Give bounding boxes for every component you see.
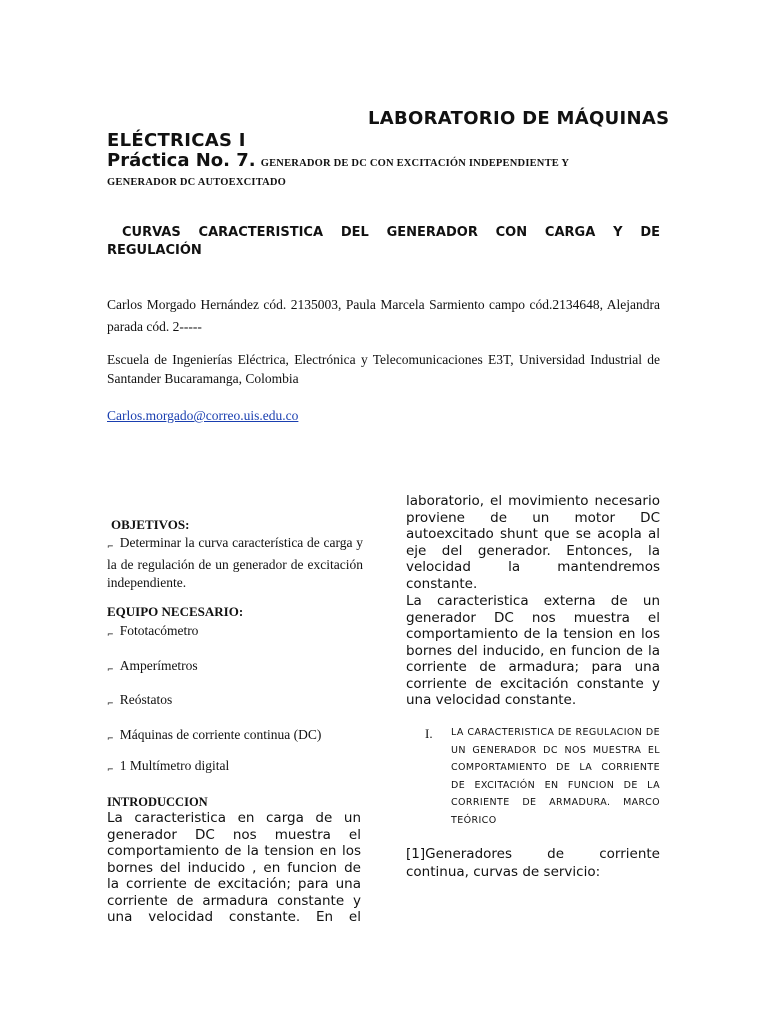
equipo-item: ⌐ Máquinas de corriente continua (DC) — [107, 727, 322, 743]
section-title: CURVAS CARACTERISTICA DEL GENERADOR CON CARGA Y DE REGULACIÓN — [107, 225, 660, 258]
bullet-icon: ⌐ — [107, 630, 114, 639]
practica-subtitle-2: GENERADOR DC AUTOEXCITADO — [107, 177, 287, 188]
numbered-marker: I. — [425, 726, 433, 741]
right-column-paragraph-1: laboratorio, el movimiento necesario proviene de un motor DC autoexcitado shunt que se acopla al eje del generador. Entonces, la velocidad la mantendremos constante. — [406, 493, 660, 592]
introduccion-text: La caracteristica en carga de un generador DC nos muestra el comportamiento de la tension en los bornes del inducido , en funcion de la corriente de excitación; para una corriente de armadura constante y una velocidad constante. En el — [107, 810, 361, 925]
bullet-icon: ⌐ — [107, 542, 114, 551]
bullet-icon: ⌐ — [107, 699, 114, 708]
numbered-heading-text: LA CARACTERISTICA DE REGULACION DE UN GENERADOR DC NOS MUESTRA EL COMPORTAMIENTO DE LA CORRIENTE DE EXCITACIÓN EN FUNCION DE LA CORRIENTE DE ARMADURA. MARCO TEÓRICO — [451, 727, 660, 826]
reference-text: [1]Generadores de corriente continua, curvas de servicio: — [406, 846, 660, 880]
equipo-item: ⌐ Reóstatos — [107, 692, 173, 708]
equipo-item: ⌐ Amperímetros — [107, 658, 198, 674]
right-column-paragraph-2: La caracteristica externa de un generador DC nos muestra el comportamiento de la tension en los bornes del inducido, en funcion de la corriente de armadura; para una corriente de excitación constante y una velocidad constante. — [406, 593, 660, 708]
numbered-heading — [451, 724, 660, 829]
bullet-icon: ⌐ — [107, 734, 114, 743]
objetivos-text: ⌐ Determinar la curva característica de carga y la de regulación de un generador de excitación independiente. — [107, 535, 363, 590]
equipo-item: ⌐ 1 Multímetro digital — [107, 758, 230, 774]
practica-number: Práctica No. 7. — [107, 150, 256, 171]
bullet-icon: ⌐ — [107, 765, 114, 774]
practica-subtitle-1: GENERADOR DE DC CON EXCITACIÓN INDEPENDIENTE Y — [260, 158, 570, 169]
title-line-2: ELÉCTRICAS I — [107, 130, 246, 151]
email-link[interactable]: Carlos.morgado@correo.uis.edu.co — [107, 408, 299, 423]
practica-heading — [107, 150, 569, 171]
objetivos-heading: OBJETIVOS: — [111, 517, 190, 532]
title-line-1: LABORATORIO DE MÁQUINAS — [368, 108, 670, 129]
authors: Carlos Morgado Hernández cód. 2135003, Paula Marcela Sarmiento campo cód.2134648, Alejandra parada cód. 2----- — [107, 297, 660, 334]
equipo-item: ⌐ Fototacómetro — [107, 623, 199, 639]
affiliation: Escuela de Ingenierías Eléctrica, Electrónica y Telecomunicaciones E3T, Universidad Industrial de Santander Bucaramanga, Colombia — [107, 352, 660, 386]
introduccion-heading: INTRODUCCION — [107, 795, 208, 809]
bullet-icon: ⌐ — [107, 665, 114, 674]
equipo-heading: EQUIPO NECESARIO: — [107, 604, 244, 619]
